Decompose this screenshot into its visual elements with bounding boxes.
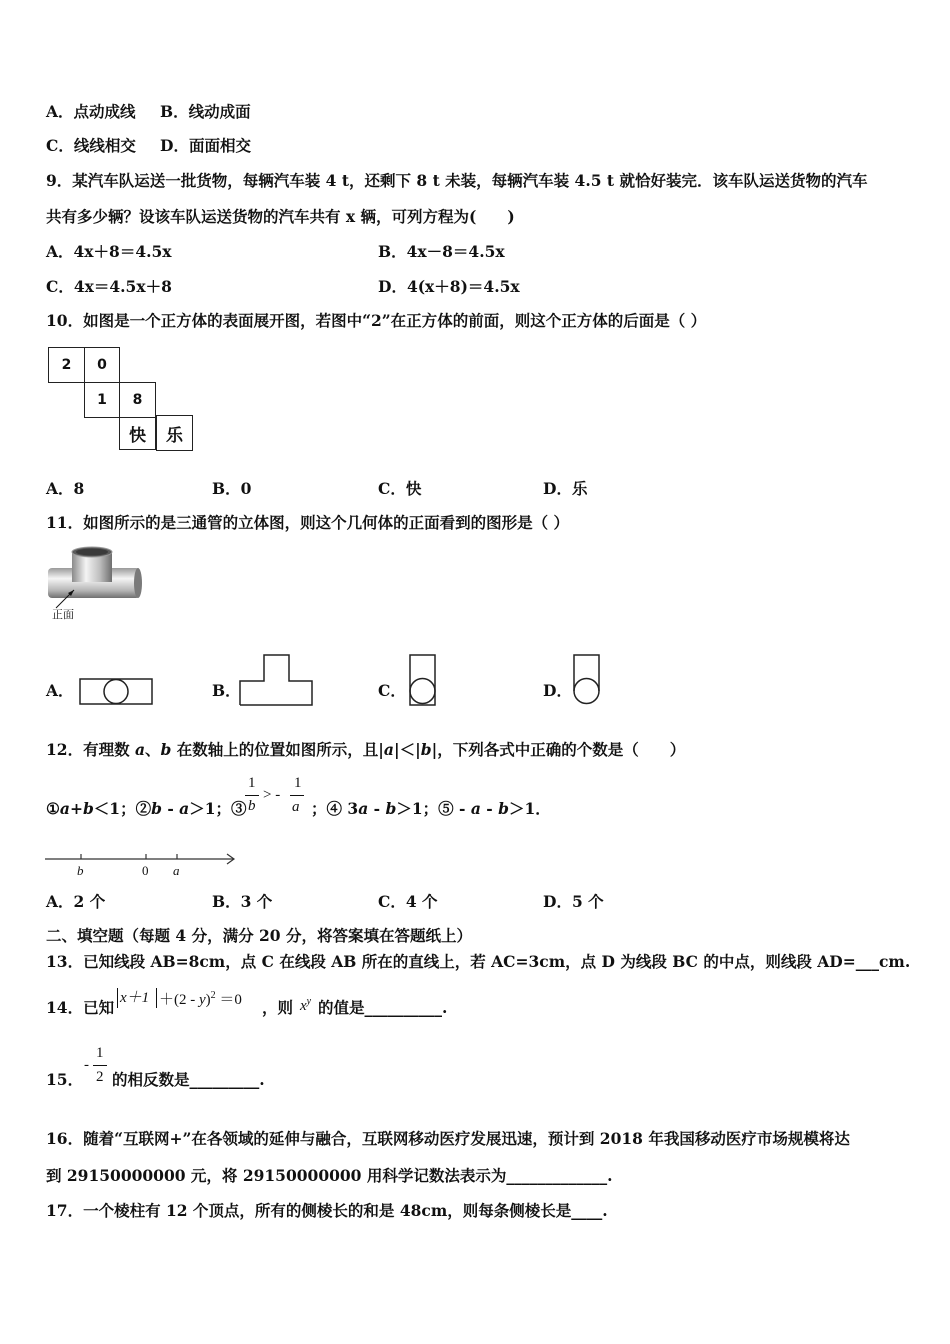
q14-post: 的值是__________.	[318, 998, 448, 1017]
q12-text-mid: 在数轴上的位置如图所示，且|	[171, 740, 384, 759]
q8-option-a: A．点动成线	[46, 102, 136, 121]
q14-eq-rest	[159, 991, 242, 1008]
net-cell-1: 1	[84, 382, 120, 418]
q13-text: 13．已知线段 AB=8cm，点 C 在线段 AB 所在的直线上，若 AC=3cm，点 D 为线段 BC 的中点，则线段 AD=___cm.	[46, 952, 911, 971]
q12-option-c: C．4 个	[378, 892, 438, 911]
q12-text-mid2: |＜|	[393, 740, 421, 759]
s1-label: ①	[46, 799, 60, 818]
q17-text: 17．一个棱柱有 12 个顶点，所有的侧棱长的和是 48cm，则每条侧棱长是____.	[46, 1201, 608, 1220]
s2-a: a	[179, 799, 190, 818]
frac2-num: 1	[294, 775, 302, 791]
q15-num: 15．	[46, 1070, 84, 1089]
q12-statements-4-5	[311, 801, 551, 817]
q12-text-end: |，下列各式中正确的个数是（ ）	[431, 740, 686, 759]
s1-plus: +	[69, 799, 83, 818]
s4-minus: -	[368, 799, 386, 818]
s2-b: b	[151, 799, 162, 818]
frac1-bar	[245, 795, 259, 796]
s1-b: b	[82, 799, 94, 818]
q10-option-d: D．乐	[543, 479, 588, 498]
q14-mid: ，则	[262, 998, 294, 1017]
s2-rest: ＞1；③	[189, 799, 247, 818]
q15-frac-bar	[93, 1065, 107, 1066]
s1-rest: ＜1；②	[93, 799, 152, 818]
frac1-num: 1	[248, 775, 256, 791]
net-cell-le: 乐	[156, 415, 193, 451]
q12-sep: 、	[145, 740, 161, 759]
option-d-shape	[573, 654, 603, 708]
frac1-den: b	[248, 798, 256, 814]
q9-option-a: A．4x＋8＝4.5x	[46, 242, 172, 261]
q12-var-b2: b	[420, 740, 432, 759]
q14-exp: y	[306, 996, 312, 1007]
q9-option-d: D．4(x＋8)＝4.5x	[378, 277, 520, 296]
q16-line1: 16．随着“互联网+”在各领域的延伸与融合，互联网移动医疗发展迅速，预计到 2018 年我国移动医疗市场规模将达	[46, 1129, 850, 1148]
q12-text-pre: 12．有理数	[46, 740, 135, 759]
q8-option-b: B．线动成面	[160, 102, 251, 121]
s4-rest: ＞1；⑤ -	[396, 799, 471, 818]
q14-abs-text: x＋1	[120, 990, 150, 1006]
axis-label-0: 0	[142, 863, 149, 878]
s5-rest: ＞1．	[508, 799, 551, 818]
q9-text-line1: 9．某汽车队运送一批货物，每辆汽车装 4 t，还剩下 8 t 未装，每辆汽车装 4.5 t 就恰好装完．该车队运送货物的汽车	[46, 171, 868, 190]
q11-option-b: B．	[212, 681, 241, 700]
q11-option-a: A．	[46, 681, 74, 700]
q10-option-b: B．0	[212, 479, 252, 498]
s4-a: a	[358, 799, 369, 818]
q11-option-c: C．	[378, 681, 406, 700]
q11-option-d: D．	[543, 681, 572, 700]
q12-var-b: b	[160, 740, 172, 759]
q12-option-d: D．5 个	[543, 892, 604, 911]
s5-b: b	[498, 799, 509, 818]
q8-option-d: D．面面相交	[160, 136, 251, 155]
axis-label-a: a	[173, 863, 180, 878]
q15-post: 的相反数是_________.	[112, 1070, 265, 1089]
option-b-shape	[239, 654, 315, 708]
net-cell-kuai: 快	[119, 417, 156, 450]
option-c-shape	[409, 654, 439, 708]
s5-a: a	[470, 799, 481, 818]
q9-option-c: C．4x＝4.5x＋8	[46, 277, 172, 296]
q10-option-a: A．8	[46, 479, 85, 498]
q15-frac-num: 1	[96, 1045, 104, 1061]
q12-text	[46, 742, 685, 758]
net-cell-8: 8	[119, 382, 156, 418]
s4-b: b	[385, 799, 397, 818]
frac2-bar	[290, 795, 304, 796]
net-cell-0: 0	[84, 347, 120, 383]
q14-abs-bar-left	[117, 988, 118, 1008]
q15-minus: -	[84, 1057, 89, 1073]
q14-y: y	[199, 992, 206, 1008]
q14-close: )	[205, 992, 211, 1008]
q14-abs-content	[120, 991, 149, 1006]
q9-option-b: B．4x－8＝4.5x	[378, 242, 505, 261]
q12-var-a: a	[134, 740, 146, 759]
frac-gt: > -	[263, 787, 281, 803]
s2-minus: -	[161, 799, 180, 818]
q12-option-b: B．3 个	[212, 892, 273, 911]
section2-heading: 二、填空题（每题 4 分，满分 20 分，将答案填在答题纸上）	[46, 926, 472, 945]
axis-label-b: b	[77, 863, 84, 878]
q14-power	[300, 997, 311, 1014]
net-cell-2: 2	[48, 347, 85, 383]
front-label: 正面	[52, 608, 74, 621]
q14-base: x	[300, 998, 307, 1014]
q16-line2: 到 29150000000 元，将 29150000000 用科学记数法表示为_____________.	[46, 1166, 613, 1185]
q14-sq: 2	[210, 990, 216, 1001]
s4-label: ；④ 3	[311, 799, 359, 818]
q12-option-a: A．2 个	[46, 892, 106, 911]
q10-text: 10．如图是一个正方体的表面展开图，若图中“2”在正方体的前面，则这个正方体的后面是（ ）	[46, 311, 707, 330]
q9-text-line2: 共有多少辆？设该车队运送货物的汽车共有 x 辆，可列方程为( )	[46, 207, 515, 226]
option-a-shape	[79, 678, 155, 706]
q15-frac-den: 2	[96, 1069, 104, 1085]
q14-pre: 14．已知	[46, 998, 115, 1017]
q12-statements-1-2	[46, 801, 247, 817]
q14-zero: ＝0	[215, 992, 242, 1008]
q12-var-a2: a	[383, 740, 394, 759]
s1-a: a	[59, 799, 70, 818]
q14-plus: ＋(2 -	[159, 992, 199, 1008]
q10-option-c: C．快	[378, 479, 422, 498]
q11-text: 11．如图所示的是三通管的立体图，则这个几何体的正面看到的图形是（ ）	[46, 513, 569, 532]
frac2-den: a	[292, 799, 300, 815]
q14-abs-bar-right	[156, 988, 157, 1008]
s5-minus: -	[480, 799, 499, 818]
q8-option-c: C．线线相交	[46, 136, 136, 155]
